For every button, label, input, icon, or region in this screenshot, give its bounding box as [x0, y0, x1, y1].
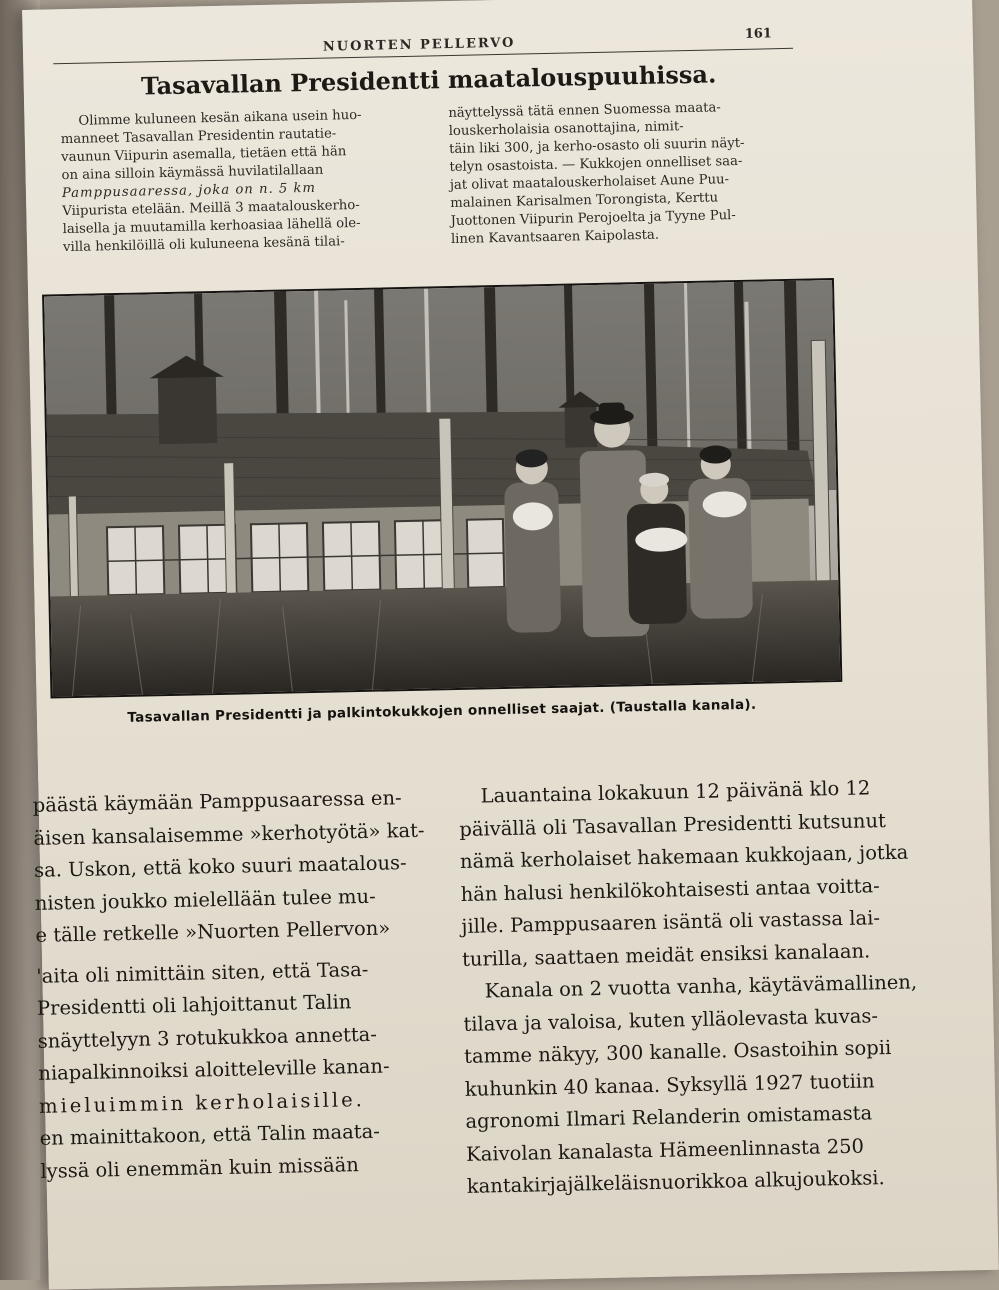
article-title: Tasavallan Presidentti maatalouspuuhissa. — [140, 59, 717, 101]
body-right-line: turilla, saattaen meidät ensiksi kanalaan. — [461, 938, 871, 971]
body-left-line: 'aita oli nimittäin siten, että Tasa- — [36, 957, 369, 988]
body-column-right — [458, 773, 918, 1204]
intro-left-line: manneet Tasavallan Presidentin rautatie- — [60, 126, 337, 148]
body-left-line: nisten joukko mielellään tulee mu- — [34, 884, 376, 915]
photo-illustration — [44, 280, 840, 696]
body-left-line: sa. Uskon, että koko suuri maatalous- — [33, 851, 407, 882]
intro-left-line: vaunun Viipurin asemalla, tietäen että hän — [61, 144, 347, 166]
body-left-line: snäyttelyyn 3 rotukukkoa annetta- — [37, 1022, 378, 1053]
intro-left-line: villa henkilöillä oli kuluneena kesänä tilai- — [62, 234, 345, 256]
intro-left-line: Olimme kuluneen kesän aikana usein huo- — [78, 107, 362, 129]
intro-right-line: täin liki 300, ja kerho-osasto oli suurin näyt- — [448, 135, 745, 158]
intro-right-line: malainen Karisalmen Torongista, Kerttu — [450, 190, 719, 212]
intro-column-right — [448, 97, 829, 249]
body-left-line: mieluimmin kerholaisille. — [38, 1087, 366, 1118]
intro-right-line: näyttelyssä tätä ennen Suomessa maata- — [448, 100, 721, 122]
body-column-left — [32, 782, 428, 1188]
intro-right-line: Juottonen Viipurin Perojoelta ja Tyyne Pul- — [450, 208, 736, 230]
body-right-line: agronomi Ilmari Relanderin omistamasta — [465, 1101, 873, 1133]
body-right-line: tilava ja valoisa, kuten ylläolevasta kuvas- — [463, 1003, 879, 1036]
intro-right-line: louskerholaisia osanottajina, nimit- — [448, 119, 684, 140]
body-right-line: hän halusi henkilökohtaisesti antaa voitta- — [460, 873, 880, 906]
body-left-line: äisen kansalaisemme »kerhotyötä» kat- — [33, 818, 425, 850]
body-right-line: Kaivolan kanalasta Hämeenlinnasta 250 — [465, 1134, 865, 1166]
intro-right-line: telyn osastoista. — Kukkojen onnelliset saa- — [449, 153, 743, 176]
intro-left-line: laisella ja muutamilla kerhoasiaa lähellä ole- — [62, 215, 361, 238]
intro-left-line: Viipurista etelään. Meillä 3 maatalouskerho- — [62, 197, 360, 220]
body-right-line: Lauantaina lokakuun 12 päivänä klo 12 — [480, 776, 871, 808]
body-left-line: e tälle retkelle »Nuorten Pellervon» — [35, 916, 391, 947]
intro-right-line: jat olivat maatalouskerholaiset Aune Puu- — [449, 172, 730, 194]
photo-caption: Tasavallan Presidentti ja palkintokukkojen onnelliset saajat. (Taustalla kanala). — [127, 696, 757, 726]
body-right-line: jille. Pamppusaaren isäntä oli vastassa lai- — [461, 906, 881, 938]
body-left-line: Presidentti oli lahjoittanut Talin — [36, 990, 352, 1020]
body-right-line: kantakirjajälkeläisnuorikkoa alkujoukoksi. — [466, 1166, 885, 1198]
article-photo — [42, 278, 842, 698]
intro-left-line: Pamppusaaressa, joka on n. 5 km — [61, 180, 317, 202]
body-left-line: lyssä oli enemmän kuin missään — [40, 1152, 360, 1183]
body-left-line: päästä käymään Pamppusaaressa en- — [32, 786, 402, 817]
body-left-line: niapalkinnoiksi aloitteleville kanan- — [38, 1054, 390, 1085]
body-right-line: kuhunkin 40 kanaa. Syksyllä 1927 tuotiin — [464, 1068, 875, 1101]
body-right-line: nämä kerholaiset hakemaan kukkojaan, jotka — [459, 840, 909, 873]
page-number: 161 — [744, 26, 773, 42]
body-right-line: päivällä oli Tasavallan Presidentti kutsunut — [459, 808, 887, 841]
intro-column-left — [60, 105, 441, 257]
intro-right-line: linen Kavantsaaren Kaipolasta. — [450, 227, 660, 248]
running-head: NUORTEN PELLERVO — [322, 35, 516, 55]
magazine-page — [22, 0, 999, 1290]
body-left-line: en mainittakoon, että Talin maata- — [39, 1119, 381, 1150]
body-right-line: tamme näkyy, 300 kanalle. Osastoihin sopii — [463, 1035, 892, 1068]
body-right-line: Kanala on 2 vuotta vanha, käytävämallinen, — [484, 970, 918, 1003]
intro-left-line: on aina silloin käymässä huvilatilallaan — [61, 162, 324, 184]
